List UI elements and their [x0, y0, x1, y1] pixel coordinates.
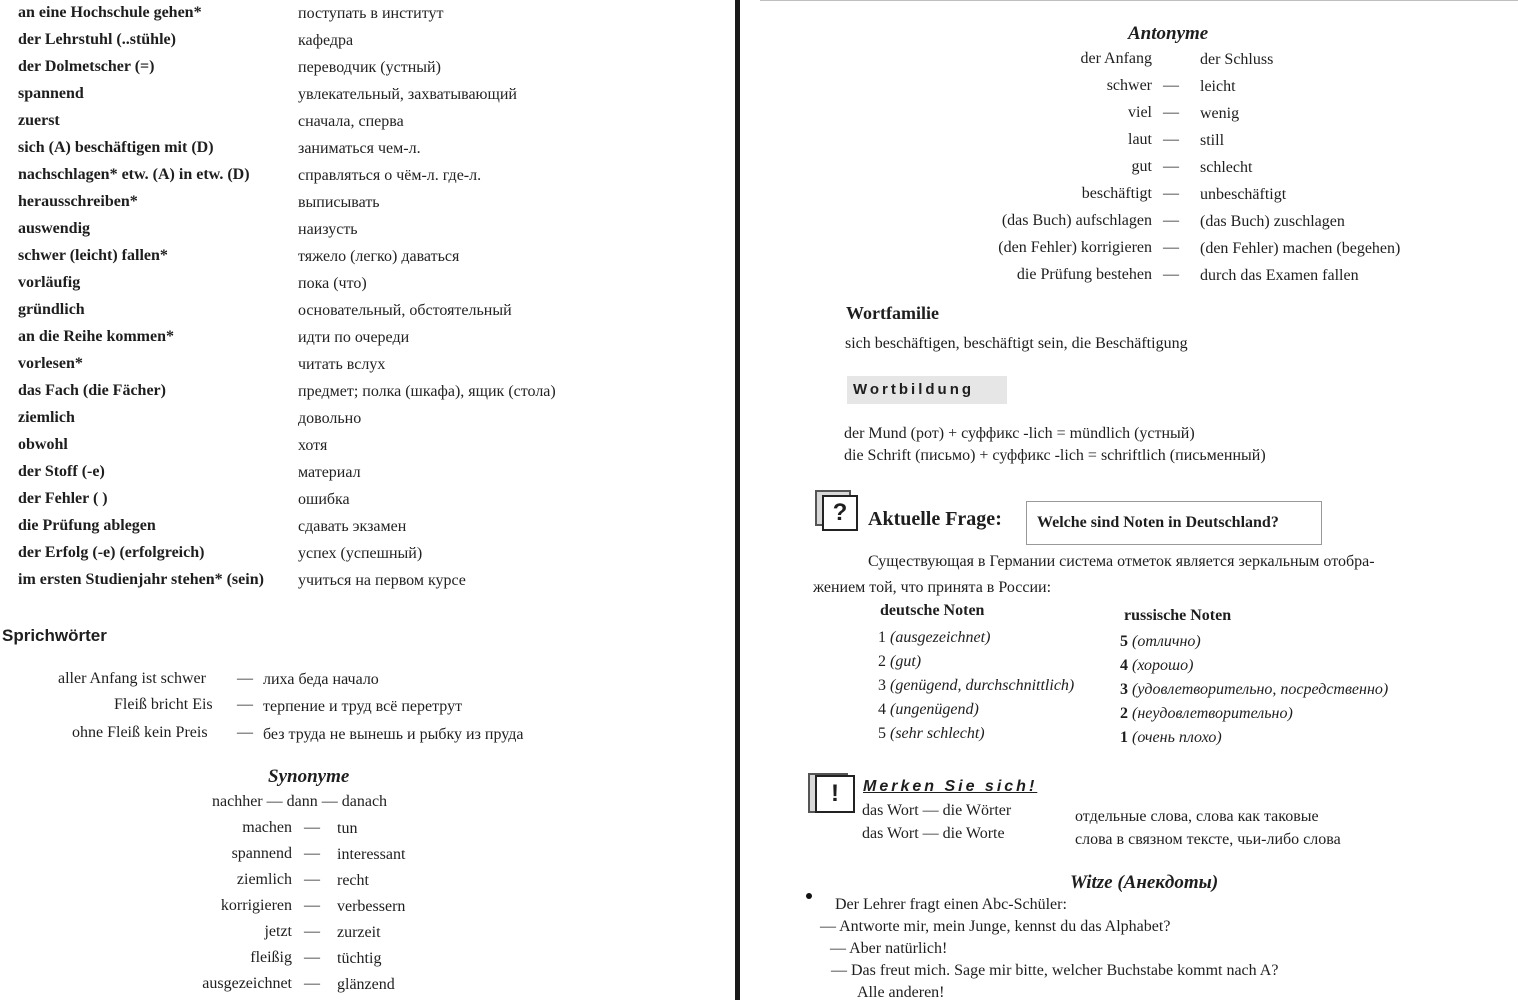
- vocab-german: obwohl: [18, 436, 68, 453]
- vocab-german: schwer (leicht) fallen*: [18, 247, 168, 264]
- antonym-match: unbeschäftigt: [1200, 186, 1287, 203]
- antonym-dash: —: [1163, 77, 1179, 94]
- russian-grade-number: 3: [1120, 681, 1128, 698]
- russian-grade: [1120, 706, 1293, 722]
- synonym-match: tun: [337, 820, 358, 837]
- russian-grade: [1120, 634, 1201, 650]
- vocab-russian: выписывать: [298, 194, 380, 211]
- vocab-russian: успех (успешный): [298, 545, 423, 562]
- vocab-russian: хотя: [298, 437, 328, 454]
- russian-grade-number: 4: [1120, 657, 1128, 674]
- german-grade: [878, 630, 990, 646]
- antonym-dash: —: [1163, 158, 1179, 175]
- russian-grade-number: 1: [1120, 729, 1128, 746]
- proverb-dash: —: [237, 696, 253, 713]
- german-grade-number: 3: [878, 677, 886, 694]
- question-text: Welche sind Noten in Deutschland?: [1037, 514, 1279, 531]
- synonym-match: zurzeit: [337, 924, 381, 941]
- german-grade: [878, 702, 979, 718]
- proverb-russian: без труда не вынешь и рыбку из пруда: [263, 726, 524, 743]
- russische-noten-header: russische Noten: [1124, 607, 1232, 624]
- vocab-german: herausschreiben*: [18, 193, 138, 210]
- antonym-dash: —: [1163, 212, 1179, 229]
- antonym-match: durch das Examen fallen: [1200, 267, 1359, 284]
- synonym-match: tüchtig: [337, 950, 382, 967]
- synonym-dash: —: [304, 819, 320, 836]
- german-grade-word: (ungenügend): [890, 701, 979, 718]
- synonym-match: interessant: [337, 846, 406, 863]
- russian-grade-word: (отлично): [1132, 633, 1201, 650]
- vocab-german: gründlich: [18, 301, 85, 318]
- proverb-russian: лиха беда начало: [263, 671, 379, 688]
- vocab-russian: учиться на первом курсе: [298, 572, 466, 589]
- vocab-russian: кафедра: [298, 32, 354, 49]
- noten-paragraph-line-2: жением той, что принята в России:: [813, 579, 1052, 596]
- antonym-dash: —: [1163, 131, 1179, 148]
- synonym-dash: —: [304, 975, 320, 992]
- antonym-match: wenig: [1200, 105, 1240, 122]
- synonym-dash: —: [304, 845, 320, 862]
- joke-line: — Aber natürlich!: [830, 940, 948, 957]
- question-box: [1026, 501, 1322, 545]
- vocab-russian: идти по очереди: [298, 329, 410, 346]
- antonym-match: der Schluss: [1200, 51, 1274, 68]
- wortbildung-line-1: der Mund (рот) + суффикс -lich = mündlich (устный): [844, 425, 1195, 442]
- antonym-word: (den Fehler) korrigieren: [998, 239, 1152, 256]
- synonym-dash: —: [304, 949, 320, 966]
- antonym-word: die Prüfung bestehen: [1016, 266, 1152, 283]
- top-rule: [760, 0, 1518, 1]
- merken-russian: отдельные слова, слова как таковые: [1075, 808, 1319, 825]
- german-grade: [878, 726, 985, 742]
- wortfamilie-heading: Wortfamilie: [846, 303, 939, 323]
- merken-german: das Wort — die Wörter: [862, 802, 1012, 819]
- russian-grade-word: (хорошо): [1132, 657, 1194, 674]
- vocab-german: vorläufig: [18, 274, 81, 291]
- aktuelle-frage-label: Aktuelle Frage:: [868, 508, 1002, 530]
- german-grade: [878, 678, 1074, 694]
- synonym-word: ausgezeichnet: [202, 975, 292, 992]
- merken-russian: слова в связном тексте, чьи-либо слова: [1075, 831, 1341, 848]
- proverb-german: Fleiß bricht Eis: [114, 696, 213, 713]
- vocab-german: der Fehler ( ): [18, 490, 108, 507]
- vocab-russian: читать вслух: [298, 356, 386, 373]
- german-grade-word: (gut): [890, 653, 922, 670]
- proverb-dash: —: [237, 724, 253, 741]
- vocab-russian: пока (что): [298, 275, 367, 292]
- vocab-russian: увлекательный, захватывающий: [298, 86, 517, 103]
- german-grade-number: 2: [878, 653, 886, 670]
- synonym-word: ziemlich: [236, 871, 292, 888]
- antonym-dash: —: [1163, 104, 1179, 121]
- antonym-word: beschäftigt: [1081, 185, 1152, 202]
- synonym-word: machen: [242, 819, 292, 836]
- vocab-german: vorlesen*: [18, 355, 83, 372]
- synonym-word: korrigieren: [220, 897, 292, 914]
- synonym-line-first: nachher — dann — danach: [212, 793, 388, 810]
- deutsche-noten-header: deutsche Noten: [880, 602, 985, 619]
- witze-bullet: [806, 893, 812, 899]
- proverb-german: ohne Fleiß kein Preis: [72, 724, 208, 741]
- antonym-match: leicht: [1200, 78, 1236, 95]
- antonym-word: gut: [1131, 158, 1152, 175]
- synonym-dash: —: [304, 897, 320, 914]
- german-grade: [878, 654, 921, 670]
- antonym-match: (das Buch) zuschlagen: [1200, 213, 1345, 230]
- russian-grade-word: (очень плохо): [1132, 729, 1222, 746]
- antonym-match: schlecht: [1200, 159, 1253, 176]
- exclamation-icon: !: [815, 775, 855, 813]
- antonym-dash: —: [1163, 185, 1179, 202]
- merken-german: das Wort — die Worte: [862, 825, 1005, 842]
- synonym-match: glänzend: [337, 976, 395, 993]
- question-icon: ?: [822, 495, 858, 531]
- german-grade-word: (genügend, durchschnittlich): [890, 677, 1075, 694]
- vocab-russian: заниматься чем-л.: [298, 140, 421, 157]
- russian-grade: [1120, 730, 1222, 746]
- german-grade-number: 5: [878, 725, 886, 742]
- vocab-german: nachschlagen* etw. (A) in etw. (D): [18, 166, 250, 183]
- vocab-german: der Stoff (-e): [18, 463, 105, 480]
- vocab-russian: тяжело (легко) даваться: [298, 248, 460, 265]
- vocab-russian: ошибка: [298, 491, 350, 508]
- witze-heading: Witze (Анекдоты): [1070, 872, 1219, 893]
- proverb-russian: терпение и труд всё перетрут: [263, 698, 463, 715]
- vocab-german: ziemlich: [18, 409, 75, 426]
- antonym-word: der Anfang: [1080, 50, 1152, 67]
- wortbildung-heading: Wortbildung: [847, 376, 1007, 404]
- vocab-russian: сначала, сперва: [298, 113, 404, 130]
- vocab-russian: материал: [298, 464, 361, 481]
- joke-line: — Antworte mir, mein Junge, kennst du das Alphabet?: [820, 918, 1171, 935]
- wortfamilie-text: sich beschäftigen, beschäftigt sein, die Beschäftigung: [845, 335, 1188, 352]
- synonyme-heading: Synonyme: [268, 766, 350, 787]
- vocab-german: der Erfolg (-e) (erfolgreich): [18, 544, 205, 561]
- vocab-german: auswendig: [18, 220, 91, 237]
- sprichwoerter-heading: Sprichwörter: [2, 626, 107, 645]
- german-grade-number: 4: [878, 701, 886, 718]
- antonym-word: laut: [1128, 131, 1152, 148]
- joke-line: Alle anderen!: [857, 984, 945, 1001]
- synonym-match: verbessern: [337, 898, 406, 915]
- antonym-word: (das Buch) aufschlagen: [1001, 212, 1152, 229]
- synonym-match: recht: [337, 872, 369, 889]
- russian-grade-word: (неудовлетворительно): [1132, 705, 1293, 722]
- proverb-dash: —: [237, 670, 253, 687]
- vocab-russian: основательный, обстоятельный: [298, 302, 512, 319]
- antonym-match: (den Fehler) machen (begehen): [1200, 240, 1401, 257]
- page-spine: [735, 0, 740, 1000]
- vocab-german: an eine Hochschule gehen*: [18, 4, 202, 21]
- antonyme-heading: Antonyme: [1128, 23, 1209, 44]
- antonym-word: viel: [1128, 104, 1152, 121]
- vocab-german: die Prüfung ablegen: [18, 517, 156, 534]
- noten-paragraph-line-1: Существующая в Германии система отметок является зеркальным отобра-: [868, 553, 1375, 570]
- wortbildung-line-2: die Schrift (письмо) + суффикс -lich = schriftlich (письменный): [844, 447, 1266, 464]
- antonym-dash: —: [1163, 239, 1179, 256]
- vocab-german: sich (A) beschäftigen mit (D): [18, 139, 214, 156]
- vocab-russian: поступать в институт: [298, 5, 444, 22]
- vocab-russian: предмет; полка (шкафа), ящик (стола): [298, 383, 556, 400]
- russian-grade: [1120, 682, 1388, 698]
- vocab-german: das Fach (die Fächer): [18, 382, 166, 399]
- merken-heading: Merken Sie sich!: [863, 778, 1038, 795]
- antonym-word: schwer: [1106, 77, 1152, 94]
- german-grade-number: 1: [878, 629, 886, 646]
- synonym-dash: —: [304, 923, 320, 940]
- synonym-word: spannend: [231, 845, 292, 862]
- synonym-word: jetzt: [264, 923, 292, 940]
- vocab-german: zuerst: [18, 112, 60, 129]
- proverb-german: aller Anfang ist schwer: [58, 670, 206, 687]
- russian-grade-number: 5: [1120, 633, 1128, 650]
- vocab-german: an die Reihe kommen*: [18, 328, 174, 345]
- joke-line: — Das freut mich. Sage mir bitte, welcher Buchstabe kommt nach A?: [831, 962, 1279, 979]
- vocab-russian: наизусть: [298, 221, 358, 238]
- synonym-dash: —: [304, 871, 320, 888]
- vocab-german: spannend: [18, 85, 84, 102]
- antonym-match: still: [1200, 132, 1225, 149]
- vocab-russian: довольно: [298, 410, 362, 427]
- russian-grade-number: 2: [1120, 705, 1128, 722]
- synonym-word: fleißig: [250, 949, 292, 966]
- russian-grade-word: (удовлетворительно, посредственно): [1132, 681, 1389, 698]
- german-grade-word: (ausgezeichnet): [890, 629, 991, 646]
- vocab-german: im ersten Studienjahr stehen* (sein): [18, 571, 264, 588]
- vocab-german: der Lehrstuhl (..stühle): [18, 31, 176, 48]
- vocab-russian: сдавать экзамен: [298, 518, 407, 535]
- vocab-german: der Dolmetscher (=): [18, 58, 155, 75]
- russian-grade: [1120, 658, 1193, 674]
- joke-line: Der Lehrer fragt einen Abc-Schüler:: [835, 896, 1067, 913]
- vocab-russian: справляться о чём-л. где-л.: [298, 167, 482, 184]
- vocab-russian: переводчик (устный): [298, 59, 441, 76]
- antonym-dash: —: [1163, 266, 1179, 283]
- german-grade-word: (sehr schlecht): [890, 725, 985, 742]
